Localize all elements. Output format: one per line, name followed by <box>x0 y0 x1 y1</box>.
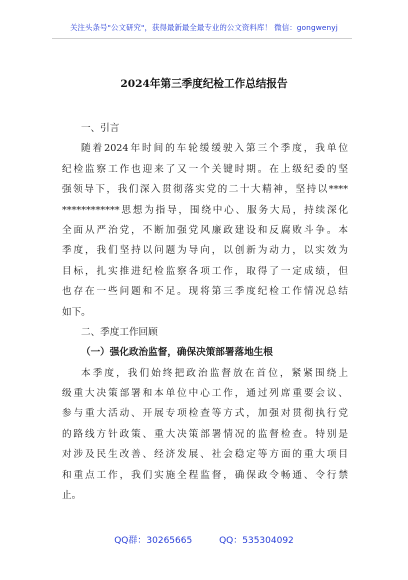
section-heading-review: 二、季度工作回顾 <box>81 326 158 338</box>
paragraph-line: 纪检监察工作也迎来了又一个关键时期。在上级纪委的坚 <box>62 163 348 175</box>
paragraph-line: 如下。 <box>62 306 91 318</box>
paragraph-line: 也存在一些问题和不足。现将第三季度纪检工作情况总结 <box>62 286 348 298</box>
paragraph-line: 随着2024年时间的车轮缓缓驶入第三个季度，我单位 <box>81 143 348 155</box>
document-body <box>62 119 348 506</box>
footer-qq: QQ：535304092 <box>219 536 294 546</box>
paragraph-line: 和重点工作，我们实施全程监督，确保政令畅通、令行禁 <box>62 469 348 481</box>
paragraph-line: 止。 <box>62 490 82 502</box>
subsection-heading: （一）强化政治监督，确保决策部署落地生根 <box>81 347 273 359</box>
paragraph-line: 全面从严治党，不断加强党风廉政建设和反腐败斗争。本 <box>62 224 348 236</box>
paragraph-line: 目标，扎实推进纪检监察各项工作，取得了一定成绩，但 <box>62 265 348 277</box>
paragraph-line: 参与重大活动、开展专项检查等方式，加强对贯彻执行党 <box>62 408 348 420</box>
section-heading-intro: 一、引言 <box>81 123 120 134</box>
header-divider <box>52 38 352 39</box>
document-title: 2024年第三季度纪检工作总结报告 <box>120 78 288 90</box>
paragraph-line: 的路线方针政策、重大决策部署情况的监督检查。特别是 <box>62 428 348 440</box>
footer-contacts <box>0 533 408 546</box>
paragraph-line: 对涉及民生改善、经济发展、社会稳定等方面的重大项目 <box>62 449 348 461</box>
footer-qq-group: QQ群：30265665 <box>114 536 193 546</box>
paragraph-line: 级重大决策部署和本单位中心工作，通过列席重要会议、 <box>62 388 348 400</box>
paragraph-line: ************思想为指导，围绕中心、服务大局，持续深化 <box>62 204 348 216</box>
paragraph-line: 季度，我们坚持以问题为导向，以创新为动力，以实效为 <box>62 245 348 257</box>
paragraph-line: 强领导下，我们深入贯彻落实党的二十大精神，坚持以**** <box>62 184 348 196</box>
paragraph-line: 本季度，我们始终把政治监督放在首位，紧紧围绕上 <box>81 367 348 379</box>
header-banner: 关注头条号"公文研究"，获得最新最全最专业的公文资料库！ 微信：gongwenyj <box>70 23 338 32</box>
